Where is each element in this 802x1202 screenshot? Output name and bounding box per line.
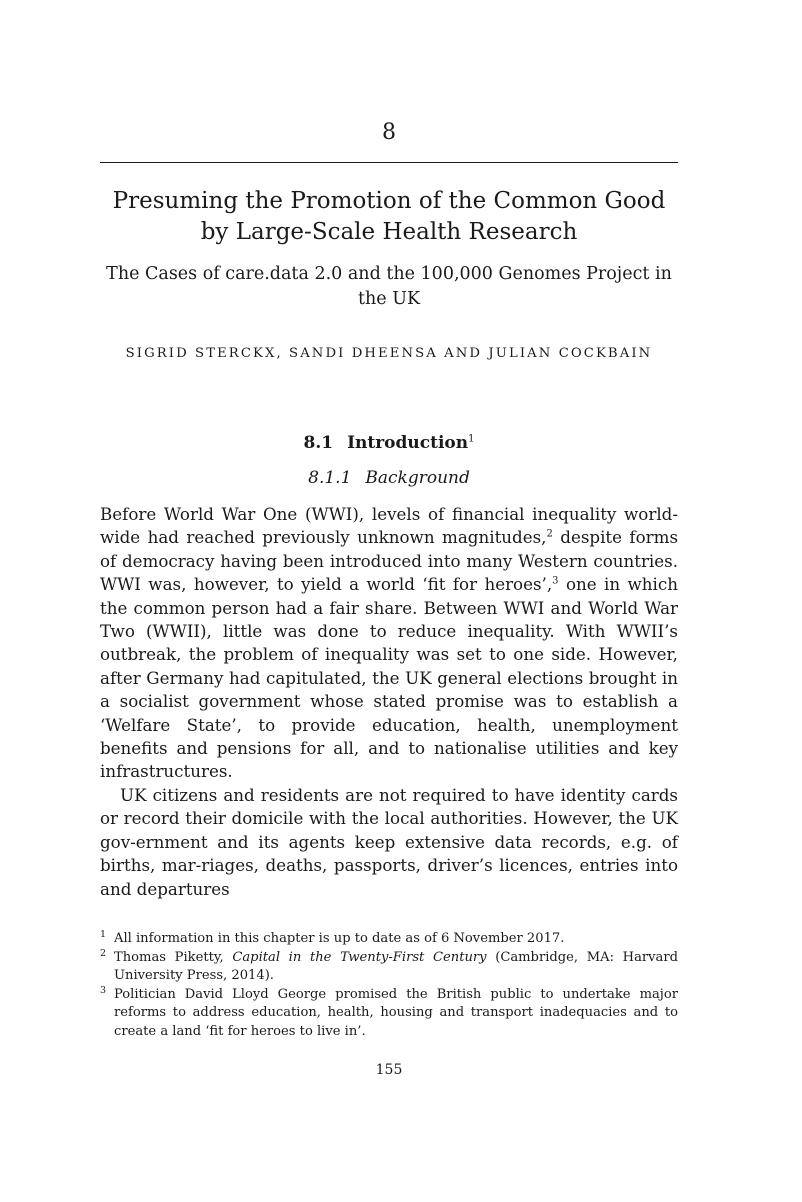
section-number: 8.1	[303, 433, 334, 453]
chapter-title-line-2: by Large-Scale Health Research	[200, 219, 578, 245]
footnote-2-text-b: (Cambridge, MA: Harvard University Press, 2014).	[114, 949, 678, 984]
footnote-3	[100, 986, 678, 1042]
footnote-2-book-title: Capital in the Twenty-First Century	[232, 949, 487, 965]
subsection-number: 8.1.1	[308, 468, 352, 488]
footnote-1-mark: 1	[100, 929, 107, 940]
chapter-subtitle: The Cases of care.data 2.0 and the 100,000 Genomes Project in the UK	[106, 264, 672, 309]
subsection-heading	[100, 466, 678, 490]
footnote-ref-2[interactable]: 2	[546, 528, 553, 540]
section-title: Introduction	[347, 433, 469, 453]
footnote-3-mark: 3	[100, 984, 107, 996]
footnote-3-text: Politician David Lloyd George promised the British public to undertake major reforms to address education, health, housing and transport inadequacies and to create a land ‘fit for heroes to live in’.	[114, 986, 678, 1039]
footnote-1-text: All information in this chapter is up to date as of 6 November 2017.	[114, 931, 565, 946]
chapter-title	[100, 186, 678, 248]
paragraph-1-part-a: Before World War One (WWI), levels of financial inequality world-wide had reached previously unknown magnitudes,	[100, 504, 678, 548]
section-heading	[100, 431, 678, 455]
footnote-2-mark: 2	[100, 947, 107, 959]
footnotes	[100, 930, 678, 1042]
footnote-2	[100, 949, 678, 986]
footnote-ref-3[interactable]: 3	[552, 575, 559, 587]
body-text	[100, 503, 678, 901]
paragraph-2: UK citizens and residents are not required to have identity cards or record their domicile with the local authorities. However, the UK gov-ernment and its agents keep extensive data records, e.g. of births, mar-riages, deaths, passports, driver’s licences, entries into and departures	[100, 784, 678, 899]
chapter-authors: SIGRID STERCKX, SANDI DHEENSA AND JULIAN COCKBAIN	[125, 346, 653, 361]
footnote-2-text-a: Thomas Piketty,	[114, 949, 233, 965]
page-number: 155	[375, 1062, 403, 1078]
paragraph-1	[100, 503, 678, 784]
paragraph-1-part-c: one in which the common person had a fair share. Between WWI and World War Two (WWII), little was done to reduce inequality. With WWII’s outbreak, the problem of inequality was set to one side. However, after Germany had capitulated, the UK general elections brought in a socialist government whose stated promise was to establish a ‘Welfare State’, to provide education, health, unemployment benefits and pensions for all, and to nationalise utilities and key infrastructures.	[100, 574, 678, 782]
footnote-ref-1[interactable]: 1	[468, 433, 475, 445]
footnote-1	[100, 930, 678, 949]
paragraph-1-part-b: despite forms of democracy having been introduced into many Western countries. WWI was, however, to yield a world ‘fit for heroes’,	[100, 527, 679, 595]
chapter-divider	[100, 162, 678, 163]
subsection-title: Background	[365, 468, 470, 488]
chapter-number: 8	[382, 120, 396, 145]
chapter-title-line-1: Presuming the Promotion of the Common Good	[112, 188, 666, 214]
